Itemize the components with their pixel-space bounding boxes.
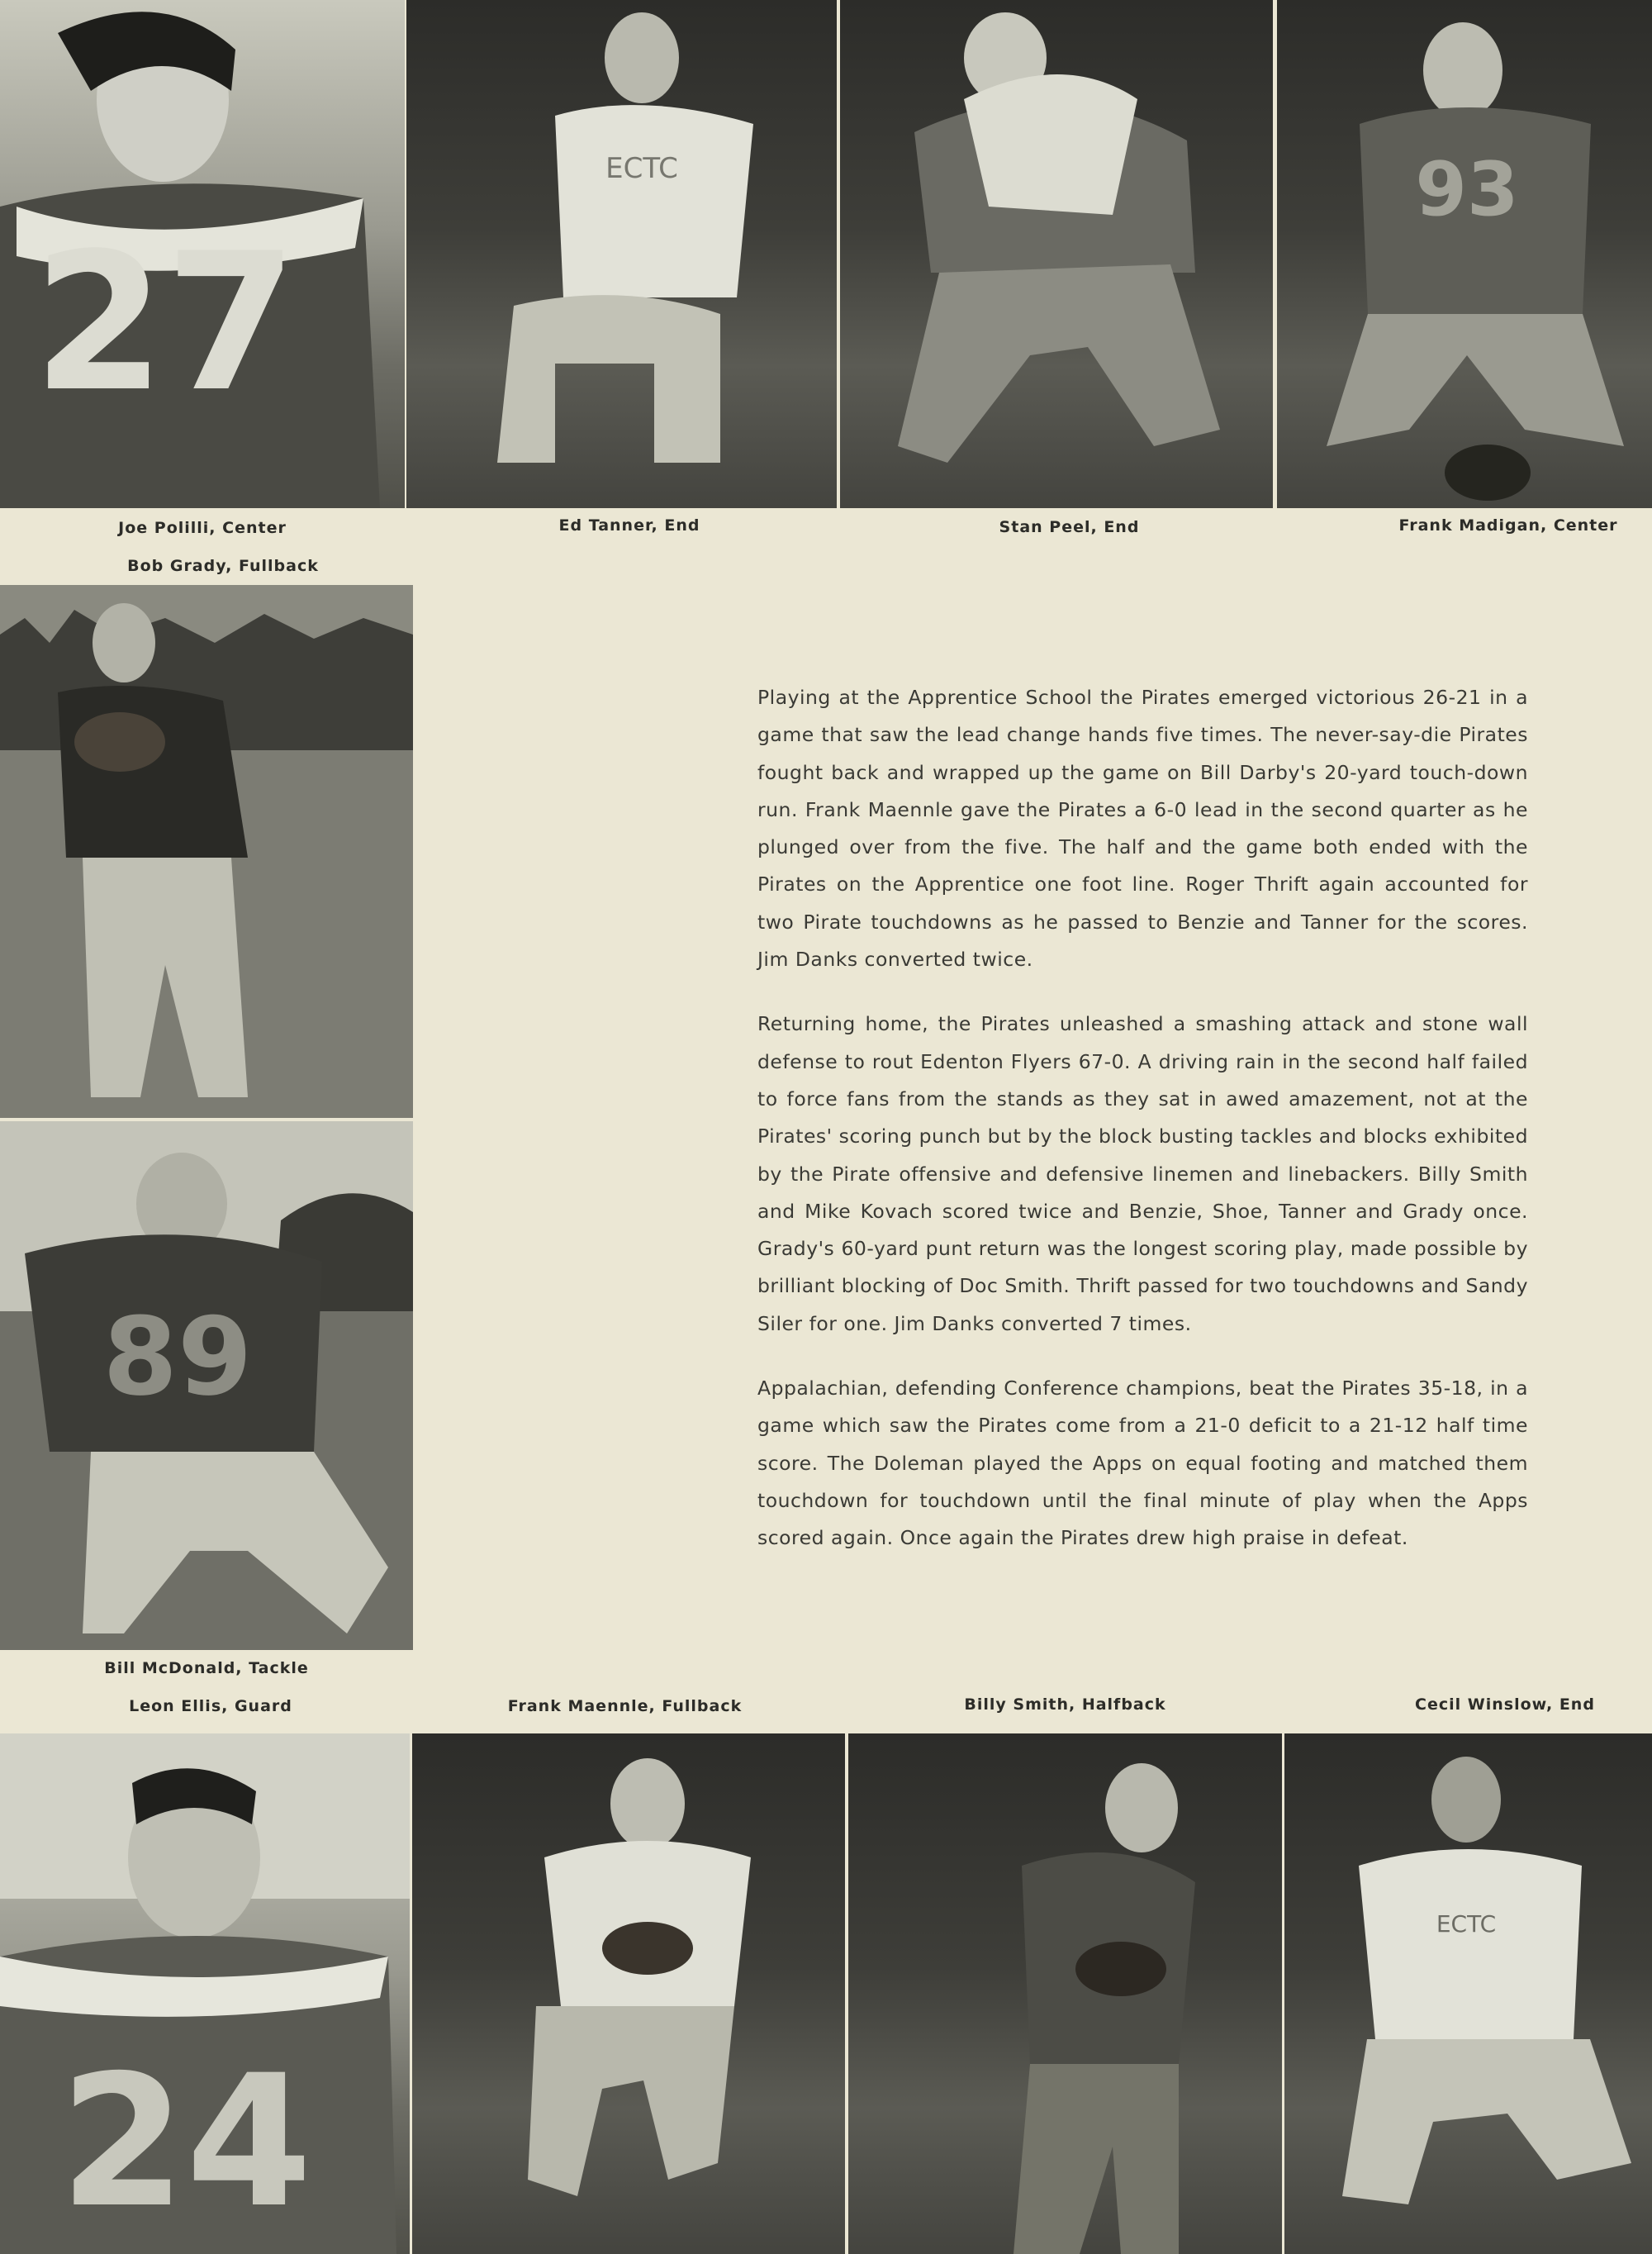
article-paragraph: Appalachian, defending Conference champions, beat the Pirates 35-18, in a game which saw the Pirates come from a 21-0 deficit to a 21-12 half time score. The Doleman played the Apps on equal footing and matched them touchdown for touchdown until the final minute of play when the Apps scored again. Once again the Pirates drew high praise in defeat. [757,1377,1528,1550]
caption-madigan: Frank Madigan, Center [1398,516,1618,535]
player-photo-smith [848,1733,1282,2254]
article-paragraph: Returning home, the Pirates unleashed a smashing attack and stone wall defense to rout Edenton Flyers 67-0. A driving rain in the second half failed to force fans from the stands as they sat in awed amazement, not at the Pirates' scoring punch but by the block busting tackles and blocks exhibited by the Pirate offensive and defensive linemen and linebackers. Billy Smith and Mike Kovach scored twice and Benzie, Shoe, Tanner and Grady once. Grady's 60-yard punt return was the longest scoring play, made possible by brilliant blocking of Doc Smith. Thrift passed for two touchdowns and Sandy Siler for one. Jim Danks converted 7 times. [757,1012,1528,1335]
player-photo-polilli [0,0,405,508]
caption-grady: Bob Grady, Fullback [127,557,319,575]
player-photo-grady [0,585,413,1118]
jersey-number: 24 [59,2036,313,2247]
player-photo-mcdonald [0,1121,413,1650]
player-photo-peel [840,0,1273,508]
jersey-text: ECTC [1436,1910,1497,1938]
caption-polilli: Joe Polilli, Center [118,519,287,537]
caption-maennle: Frank Maennle, Fullback [507,1697,743,1715]
player-photo-ellis [0,1733,410,2254]
jersey-number: 93 [1415,146,1519,233]
player-photo-tanner [406,0,837,508]
player-photo-maennle [412,1733,845,2254]
caption-smith: Billy Smith, Halfback [964,1695,1166,1714]
article-paragraph: Playing at the Apprentice School the Pirates emerged victorious 26-21 in a game that saw the lead change hands five times. The never-say-die Pirates fought back and wrapped up the game on Bill Darby's 20-yard touch-down run. Frank Maennle gave the Pirates a 6-0 lead in the second quarter as he plunged over from the five. The half and the game both ended with the Pirates on the Apprentice one foot line. Roger Thrift again accounted for two Pirate touchdowns as he passed to Benzie and Tanner for the scores. Jim Danks converted twice. [757,686,1528,972]
jersey-text: ECTC [605,152,678,185]
player-photo-winslow [1284,1733,1652,2254]
article-body [757,679,1528,1585]
caption-ellis: Leon Ellis, Guard [129,1697,292,1715]
caption-mcdonald: Bill McDonald, Tackle [104,1659,309,1677]
jersey-number: 27 [32,213,298,434]
player-photo-madigan [1277,0,1652,508]
jersey-number: 89 [102,1294,253,1419]
caption-tanner: Ed Tanner, End [558,516,700,535]
caption-winslow: Cecil Winslow, End [1415,1695,1595,1714]
caption-peel: Stan Peel, End [999,518,1140,536]
